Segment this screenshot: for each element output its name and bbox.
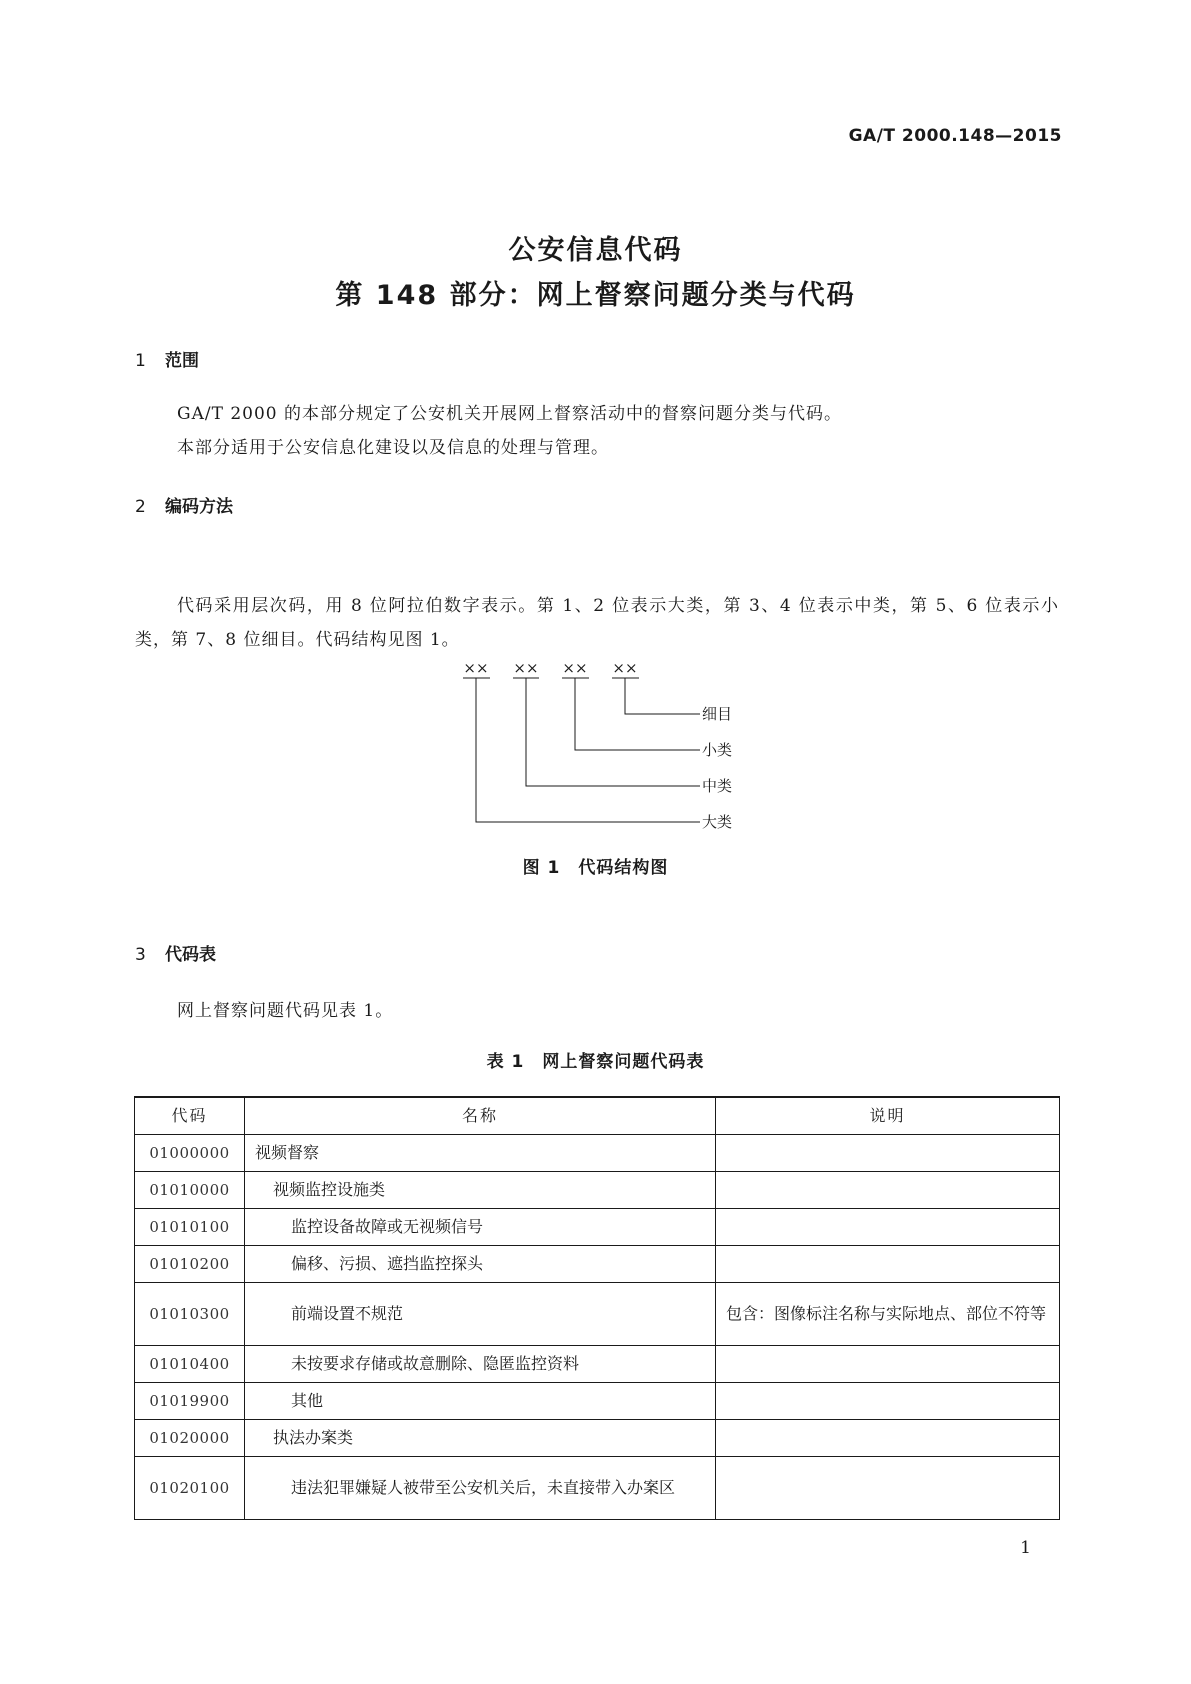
header-note: 说明: [716, 1097, 1060, 1135]
row-name: 前端设置不规范: [245, 1283, 716, 1346]
label-major: 大类: [702, 813, 733, 831]
table-row: [135, 1346, 1060, 1383]
row-note: [716, 1457, 1060, 1520]
table-row: [135, 1283, 1060, 1346]
connector-middle: [526, 678, 700, 786]
section-3-heading: [135, 940, 216, 965]
page-number: 1: [1020, 1538, 1031, 1558]
row-name: 视频监控设施类: [245, 1172, 716, 1209]
section-2-para-1: 代码采用层次码，用 8 位阿拉伯数字表示。第 1、2 位表示大类，第 3、4 位表示中类，第 5、6 位表示小类，第 7、8 位细目。代码结构见图 1。: [135, 596, 1059, 650]
digit-pair-4: ××: [612, 659, 638, 677]
row-code: 01010400: [135, 1346, 245, 1383]
row-code: 01010100: [135, 1209, 245, 1246]
row-code: 01020100: [135, 1457, 245, 1520]
problem-code-table: [134, 1096, 1060, 1520]
table-row: [135, 1135, 1060, 1172]
section-3-para-1: 网上督察问题代码见表 1。: [177, 1001, 394, 1021]
row-note: [716, 1346, 1060, 1383]
table-row: [135, 1383, 1060, 1420]
connector-detail: [625, 678, 700, 714]
section-2-title: 编码方法: [165, 497, 233, 517]
table-row: [135, 1457, 1060, 1520]
row-code: 01010000: [135, 1172, 245, 1209]
header-name: 名称: [245, 1097, 716, 1135]
section-1-para-1: GA/T 2000 的本部分规定了公安机关开展网上督察活动中的督察问题分类与代码。: [177, 404, 842, 424]
row-note: [716, 1420, 1060, 1457]
row-note: [716, 1246, 1060, 1283]
table-header-row: [135, 1097, 1060, 1135]
row-note: [716, 1209, 1060, 1246]
row-note: [716, 1135, 1060, 1172]
row-name: 违法犯罪嫌疑人被带至公安机关后，未直接带入办案区: [245, 1457, 716, 1520]
standard-code: GA/T 2000.148—2015: [848, 126, 1062, 146]
row-note: 包含：图像标注名称与实际地点、部位不符等: [716, 1283, 1060, 1346]
digit-pair-1: ××: [463, 659, 489, 677]
label-middle: 中类: [702, 777, 733, 795]
row-code: 01020000: [135, 1420, 245, 1457]
section-1-para-2: 本部分适用于公安信息化建设以及信息的处理与管理。: [177, 438, 609, 458]
section-1-number: 1: [135, 351, 146, 371]
row-code: 01019900: [135, 1383, 245, 1420]
section-3-number: 3: [135, 945, 146, 965]
table-row: [135, 1172, 1060, 1209]
document-title-line2: 第 148 部分：网上督察问题分类与代码: [335, 280, 856, 311]
label-minor: 小类: [702, 741, 733, 759]
row-note: [716, 1383, 1060, 1420]
row-name: 未按要求存储或故意删除、隐匿监控资料: [245, 1346, 716, 1383]
row-name: 监控设备故障或无视频信号: [245, 1209, 716, 1246]
row-name: 其他: [245, 1383, 716, 1420]
table-row: [135, 1209, 1060, 1246]
code-digit-pairs: [463, 659, 637, 677]
row-code: 01000000: [135, 1135, 245, 1172]
row-name: 执法办案类: [245, 1420, 716, 1457]
row-code: 01010200: [135, 1246, 245, 1283]
section-3-body: [135, 994, 1059, 1028]
digit-pair-3: ××: [562, 659, 588, 677]
row-note: [716, 1172, 1060, 1209]
digit-pair-2: ××: [513, 659, 539, 677]
table-row: [135, 1420, 1060, 1457]
section-2-number: 2: [135, 497, 146, 517]
table-1-caption: 表 1 网上督察问题代码表: [486, 1052, 705, 1072]
document-title-line1: 公安信息代码: [508, 235, 683, 266]
label-detail: 细目: [702, 705, 733, 723]
row-name: 视频督察: [245, 1135, 716, 1172]
section-3-title: 代码表: [165, 945, 216, 965]
figure-1-caption: 图 1 代码结构图: [522, 858, 669, 878]
row-name: 偏移、污损、遮挡监控探头: [245, 1246, 716, 1283]
section-1-title: 范围: [165, 351, 199, 371]
row-code: 01010300: [135, 1283, 245, 1346]
table-row: [135, 1246, 1060, 1283]
connector-lines: [463, 678, 700, 822]
category-labels: [702, 705, 732, 831]
header-code: 代码: [135, 1097, 245, 1135]
